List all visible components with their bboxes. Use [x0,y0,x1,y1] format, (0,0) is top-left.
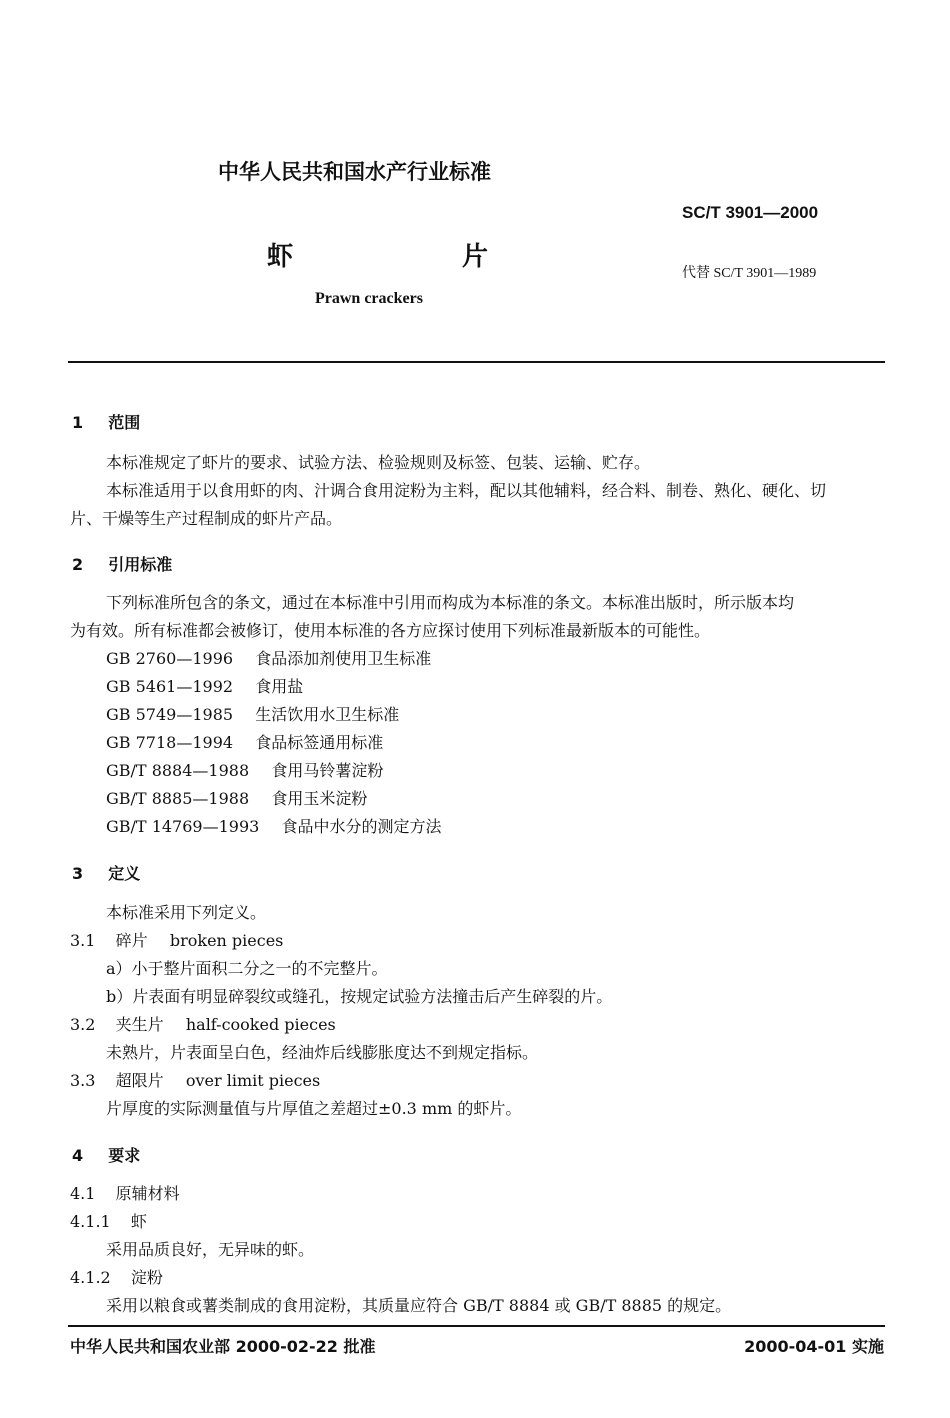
section-3-intro: 本标准采用下列定义。 [106,903,267,922]
section-3-heading [72,861,140,884]
issuing-authority: 中华人民共和国水产行业标准 [218,160,491,184]
reference-name: 食用盐 [255,677,304,696]
section-2-number: 2 [72,555,84,574]
effective-date: 2000-04-01 实施 [744,1337,884,1356]
definition-term-en: over limit pieces [185,1071,321,1090]
approval-date: 中华人民共和国农业部 2000-02-22 批准 [70,1337,376,1356]
definition-3-1-item-b: b）片表面有明显碎裂纹或缝孔，按规定试验方法撞击后产生碎裂的片。 [106,987,613,1006]
reference-name: 生活饮用水卫生标准 [255,705,400,724]
section-1-para-2-line-1: 本标准适用于以食用虾的肉、汁调合食用淀粉为主料，配以其他辅料，经合料、制卷、熟化、硬化、切 [106,481,827,500]
section-1-para-1: 本标准规定了虾片的要求、试验方法、检验规则及标签、包装、运输、贮存。 [106,453,651,472]
section-2-para-line-2: 为有效。所有标准都会被修订，使用本标准的各方应探讨使用下列标准最新版本的可能性。 [70,621,711,640]
replaces-note: 代替 SC/T 3901—1989 [682,266,817,281]
reference-name: 食品添加剂使用卫生标准 [255,649,432,668]
subsection-4-1-1-text: 采用品质良好，无异味的虾。 [106,1240,315,1259]
reference-code: GB/T 14769—1993 [106,817,260,836]
header-divider [68,361,885,363]
reference-item [106,813,442,841]
subsection-4-1-1-heading [70,1208,147,1236]
reference-code: GB/T 8884—1988 [106,761,250,780]
definition-number: 3.3 [70,1071,96,1090]
section-1-heading [72,410,140,433]
definition-3-1-item-a: a）小于整片面积二分之一的不完整片。 [106,959,388,978]
title-part-1: 虾 [267,242,294,272]
section-2-para-line-1: 下列标准所包含的条文，通过在本标准中引用而构成为本标准的条文。本标准出版时，所示版本均 [106,593,795,612]
reference-name: 食用玉米淀粉 [271,789,368,808]
english-title: Prawn crackers [315,290,423,307]
footer-divider [68,1325,885,1327]
definition-3-2-heading [70,1011,336,1039]
section-3-number: 3 [72,864,84,883]
section-4-number: 4 [72,1146,84,1165]
reference-name: 食用马铃薯淀粉 [271,761,384,780]
standard-number: SC/T 3901—2000 [682,203,819,222]
definition-number: 3.1 [70,931,96,950]
subsection-number: 4.1.1 [70,1212,111,1231]
section-1-title: 范围 [108,413,141,432]
section-1-para-2-line-2: 片、干燥等生产过程制成的虾片产品。 [70,509,343,528]
section-2-heading [72,552,172,575]
reference-name: 食品标签通用标准 [255,733,384,752]
definition-3-3-heading [70,1067,320,1095]
reference-item [106,701,399,729]
subsection-title: 淀粉 [130,1268,163,1287]
section-1-number: 1 [72,413,84,432]
subsection-title: 虾 [130,1212,147,1231]
subsection-4-1-2-text: 采用以粮食或薯类制成的食用淀粉，其质量应符合 GB/T 8884 或 GB/T 8885 的规定。 [106,1296,732,1315]
reference-code: GB/T 8885—1988 [106,789,250,808]
subsection-number: 4.1 [70,1184,96,1203]
section-4-heading [72,1143,140,1166]
definition-3-2-text: 未熟片，片表面呈白色，经油炸后线膨胀度达不到规定指标。 [106,1043,539,1062]
definition-3-3-text: 片厚度的实际测量值与片厚值之差超过±0.3 mm 的虾片。 [106,1099,522,1118]
section-2-title: 引用标准 [108,555,173,574]
reference-code: GB 2760—1996 [106,649,234,668]
subsection-title: 原辅材料 [115,1184,180,1203]
subsection-4-1-heading [70,1180,180,1208]
definition-term-en: broken pieces [169,931,284,950]
reference-code: GB 5749—1985 [106,705,234,724]
definition-term: 夹生片 [115,1015,164,1034]
definition-number: 3.2 [70,1015,96,1034]
reference-item [106,785,367,813]
subsection-number: 4.1.2 [70,1268,111,1287]
section-3-title: 定义 [108,864,141,883]
definition-term: 超限片 [115,1071,164,1090]
reference-item [106,673,303,701]
definition-term: 碎片 [115,931,148,950]
title-part-2: 片 [462,242,489,272]
section-4-title: 要求 [108,1146,141,1165]
reference-item [106,729,383,757]
reference-code: GB 7718—1994 [106,733,234,752]
reference-item [106,645,431,673]
reference-name: 食品中水分的测定方法 [281,817,442,836]
reference-code: GB 5461—1992 [106,677,234,696]
reference-item [106,757,383,785]
definition-term-en: half-cooked pieces [185,1015,336,1034]
definition-3-1-heading [70,927,283,955]
subsection-4-1-2-heading [70,1264,163,1292]
